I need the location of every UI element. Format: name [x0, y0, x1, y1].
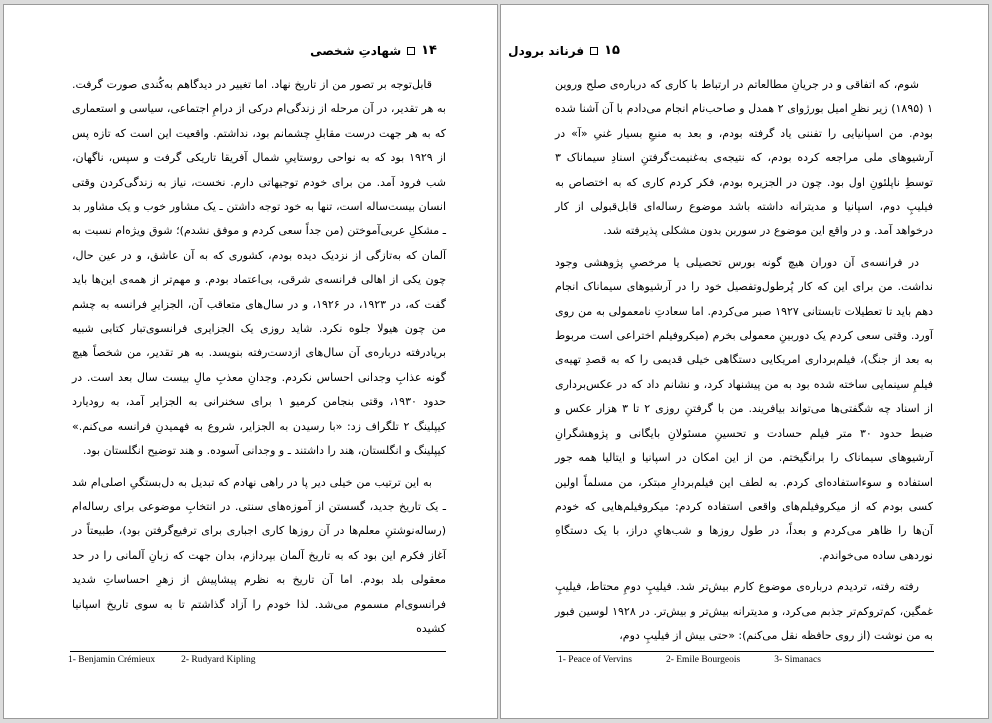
footnote: 2- Emile Bourgeois [665, 655, 741, 665]
square-ornament-icon [407, 47, 415, 55]
running-header [508, 43, 620, 58]
footnote-divider [70, 651, 446, 652]
footnote-divider [556, 651, 934, 652]
paragraph: به این ترتیب من خیلی دیر پا در راهی نهادم که تبدیل به دل‌بستگیِ اصلی‌ام شد ـ یک تاریخ جدید، گسستن از آموزه‌های سنتی. در انتخابِ موضوعی برای رساله‌ام (رساله‌نوشتنِ معلم‌ها در آن روزها کاری اجباری برای ترفیع‌گرفتن بود)، طبیعتاً در آغاز فکرم این بود که به تاریخ آلمان بپردازم، بدان جهت که زبانِ آلمانی را در حد معقولی بلد بودم. اما آن تاریخ به نظرم پیشاپیش از زهرِ احساساتِ شدید فرانسوی‌ام مسموم می‌شد. لذا خودم را آزاد گذاشتم تا به سوی تاریخ اسپانیا کشیده [72, 475, 446, 635]
square-ornament-icon [590, 47, 598, 55]
footnotes [558, 655, 821, 665]
page-number: ۱۴ [421, 43, 437, 58]
footnote: 1- Benjamin Crémieux [68, 655, 156, 665]
page-number: ۱۵ [604, 43, 620, 58]
right-page [500, 4, 989, 719]
footnote: 3- Simanacs [774, 655, 821, 665]
paragraph: قابل‌توجه بر تصور من از تاریخ نهاد. اما تغییر در دیدگاهم به‌کُندی صورت گرفت. به هر تقدیر، در آن مرحله از زندگی‌ام درکی از درامِ اجتماعی، سیاسی و استعماری که به هر جهت درست مقابلِ چشمانم بود، نداشتم. واقعیت این است که تازه پس از ۱۹۲۹ بود که به نواحی روستاییِ شمال آفریقا تاریکی گرفت و سپس، ناگهان، شب فرود آمد. من برای خودم توجیهاتی دارم. نخست، نیاز به زندگی‌کردن وقتی انسان بیست‌ساله است، تنها به خود توجه داشتن ـ یک مشاور خوب و یک مشاور بد ـ مشکلِ عربی‌آموختن (من جداً سعی کردم و موفق نشدم)؛ شوق ویژه‌ام نسبت به آلمان که به‌تازگی از نزدیک دیده بودم، کشوری که به آن عاشق، و در عین حال، چون یکی از اهالی فرانسه‌ی شرقی، بی‌اعتماد بودم. و مهم‌تر از همه‌ی این‌ها باید گفت که، در ۱۹۲۳، در ۱۹۲۶، و در سال‌های متعاقب آن، الجزایرِ فرانسه به چشم من چون هیولا جلوه نکرد. شاید روزی یک الجزایری فرانسوی‌تبار کتابی شبیه بریادرفته درباره‌ی آن سال‌های ازدست‌رفته بنویسد. به هر تقدیر، من شخصاً هیچ گونه عذابِ وجدانی احساس نکردم. وجدانِ معذبِ مالِ بیست سال بعد است. در حدود ۱۹۳۰، وقتی بنجامن کرمیو ۱ برای سخنرانی به الجزایر آمد، به رودیارد کیپلینگ ۲ تلگراف زد: «با رسیدن به الجزایر، شروع به فهمیدنِ فرانسه می‌کنم.» کیپلینگ و انگلستان، هند را داشتند ـ و وجدانی آسوده. و هند توضیح انگلستان بود. [72, 78, 446, 458]
footnote: 2- Rudyard Kipling [181, 655, 256, 665]
footnote: 1- Peace of Vervins [558, 655, 632, 665]
paragraph: شوم، که اتفاقی و در جریانِ مطالعاتم در ارتباط با کاری که درباره‌ی صلح وروین ۱ (۱۸۹۵) زیر نظرِ امیل بورژوای ۲ همدل و صاحب‌نام انجام می‌دادم با آن آشنا شده بودم. من اسپانیایی را تفننی یاد گرفته بودم، و بعد به منبعِ بسیار غنیِ «آ» در آرشیوهای ملی مراجعه کرده بودم، که نتیجه‌ی به‌غنیمت‌گرفتنِ اسنادِ سیماناک ۳ توسطِ ناپلئونِ اول بود. چون در الجزیره بودم، فکر کردم کاری که به اختصاص به فیلیپِ دوم، اسپانیا و مدیترانه داشته باشد موضوع رساله‌ای قابل‌قبولی از کار درخواهد آمد. و در واقع این موضوع در سوربن بدون مشکلی پذیرفته شد. [555, 78, 933, 238]
paragraph: در فرانسه‌ی آن دوران هیچ گونه بورس تحصیلی یا مرخصیِ پژوهشی وجود نداشت. من برای این که کار پُرطول‌وتفصیل خود را در آرشیوهای سیماناک انجام دهم باید تا تعطیلات تابستانی ۱۹۲۷ صبر می‌کردم. اما سعادتِ نامعمولی به من روی آورد. وقتی سعی کردم یک دوربینِ معمولی بخرم (میکروفیلم اختراعی است مربوط به بعد از جنگ)، فیلم‌برداری امریکایی دستگاهی خیلی قدیمی را که به قصدِ تهیه‌ی فیلمِ سینمایی ساخته شده بود به من پیشنهاد کرد، و نشانم داد که در عکس‌برداری از اسناد چه شگفتی‌ها می‌تواند بیافریند. من با گرفتنِ روزی ۲ تا ۳ هزار عکس و ضبط حدود ۳۰ متر فیلم حسادت و تحسینِ مسئولانِ بایگانی و پژوهشگرانِ آرشیوهای سیماناک را برانگیختم. من از این امکان در اسپانیا و ایتالیا همه جور استفاده و سوءاستفاده‌ای کردم. به لطف این فیلم‌بردارِ مبتکر، من مسلماً اولین کسی بودم که از میکروفیلم‌های واقعی استفاده کردم: میکروفیلم‌هایی که خودم آن‌ها را ظاهر می‌کردم و بعداً، در طول روزها و شب‌هایِ دراز، با یک دستگاهِ نوردهی ساده می‌خواندم. [555, 255, 933, 562]
running-title: شهادتِ شخصی [310, 43, 402, 58]
page-body [555, 73, 933, 648]
running-header [310, 43, 437, 58]
footnotes [68, 655, 256, 665]
running-title: فرناند برودل [508, 43, 585, 58]
left-page [3, 4, 498, 719]
paragraph: رفته رفته، تردیدم درباره‌ی موضوع کارم بیش‌تر شد. فیلیپِ دومِ محتاط، فیلیپِ غمگین، کم‌ترو‌کم‌تر جذبم می‌کرد، و مدیترانه بیش‌تر و بیش‌تر. در ۱۹۲۸ لوسین فبور به من نوشت (از روی حافظه نقل می‌کنم): «حتی بیش از فیلیپِ دوم، [555, 580, 934, 642]
page-body [72, 73, 446, 641]
